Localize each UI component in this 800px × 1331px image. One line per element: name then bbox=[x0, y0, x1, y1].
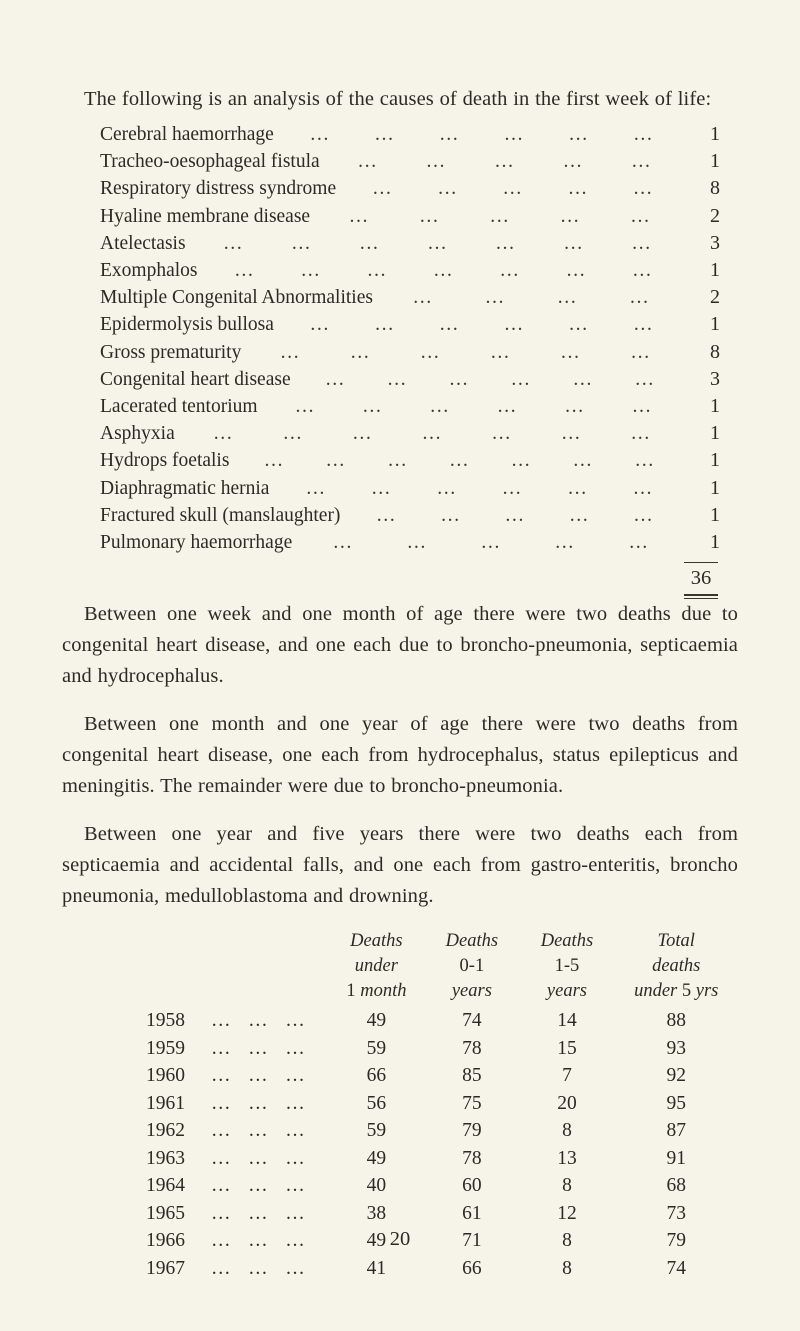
cell-under_1_month: 49 bbox=[366, 1010, 387, 1032]
table-row bbox=[110, 1035, 738, 1063]
dot-leader: … … … … … … … bbox=[223, 232, 653, 254]
year-label: 1961 bbox=[146, 1092, 185, 1114]
dot-leader: … … … … … bbox=[376, 504, 655, 526]
cause-label: Respiratory distress syndrome bbox=[100, 178, 337, 200]
list-item bbox=[62, 339, 738, 366]
year-label: 1963 bbox=[146, 1147, 185, 1169]
cell-total_under_5: 91 bbox=[666, 1147, 686, 1169]
cell-year bbox=[110, 1117, 328, 1145]
year-label: 1962 bbox=[146, 1120, 185, 1142]
cause-count: 1 bbox=[710, 123, 720, 145]
cell-total_under_5: 68 bbox=[666, 1175, 686, 1197]
column-header-deaths_0_1: Deaths 0-1 years bbox=[445, 931, 499, 1002]
cell-year bbox=[110, 1145, 328, 1173]
cell-deaths_1_5: 12 bbox=[557, 1202, 577, 1224]
cell-deaths_0_1: 66 bbox=[462, 1257, 482, 1279]
paragraph-year-to-five: Between one year and five years there were two deaths each from septicaemia and accidental falls, and one each from gastro-enteritis, broncho pneumonia, medulloblastoma and drowning. bbox=[62, 823, 738, 908]
cell-deaths_0_1: 71 bbox=[462, 1230, 482, 1252]
cell-total_under_5: 88 bbox=[666, 1010, 686, 1032]
dot-leader: … … … … … bbox=[348, 205, 652, 227]
page-content bbox=[62, 84, 738, 1282]
cell-year bbox=[110, 1007, 328, 1035]
list-item bbox=[62, 311, 738, 338]
cell-under_1_month: 66 bbox=[366, 1065, 387, 1087]
cell-under_1_month: 38 bbox=[366, 1202, 387, 1224]
cell-deaths_0_1: 85 bbox=[462, 1065, 482, 1087]
table-row bbox=[110, 1145, 738, 1173]
dot-leader: … … … … … bbox=[372, 178, 654, 200]
table-row bbox=[110, 1062, 738, 1090]
cell-total_under_5: 93 bbox=[666, 1037, 686, 1059]
cell-year bbox=[110, 1062, 328, 1090]
cell-deaths_1_5: 8 bbox=[562, 1175, 572, 1197]
cell-deaths_1_5: 20 bbox=[557, 1092, 577, 1114]
cell-total_under_5: 92 bbox=[666, 1065, 686, 1087]
cause-count: 1 bbox=[710, 313, 720, 336]
cell-under_1_month: 59 bbox=[366, 1037, 387, 1059]
cause-count: 1 bbox=[710, 449, 720, 472]
dot-leader: … … … bbox=[211, 1037, 307, 1059]
dot-leader: … … … bbox=[211, 1202, 307, 1224]
column-header-year bbox=[110, 929, 328, 1007]
cause-label: Cerebral haemorrhage bbox=[100, 124, 274, 145]
dot-leader: … … … bbox=[211, 1120, 307, 1142]
dot-leader: … … … bbox=[211, 1065, 307, 1087]
cell-deaths_0_1: 78 bbox=[462, 1037, 482, 1059]
list-item bbox=[62, 420, 738, 447]
cell-deaths_1_5: 8 bbox=[562, 1257, 572, 1279]
cause-label: Atelectasis bbox=[100, 232, 186, 254]
cause-label: Exomphalos bbox=[100, 260, 198, 282]
narrative-paragraphs bbox=[62, 599, 738, 692]
cause-count: 1 bbox=[710, 150, 720, 173]
dot-leader: … … … bbox=[211, 1230, 307, 1252]
cell-under_1_month: 41 bbox=[366, 1257, 387, 1279]
list-item bbox=[62, 284, 738, 311]
cause-count: 3 bbox=[710, 367, 720, 390]
list-item bbox=[62, 475, 738, 502]
cause-label: Diaphragmatic hernia bbox=[100, 477, 270, 499]
dot-leader: … … … … … … … bbox=[263, 450, 656, 472]
cause-count: 3 bbox=[710, 231, 720, 254]
cell-total_under_5: 74 bbox=[666, 1257, 686, 1279]
cell-year bbox=[110, 1090, 328, 1118]
cell-deaths_0_1: 61 bbox=[462, 1202, 482, 1224]
intro-paragraph: The following is an analysis of the causes of death in the first week of life: bbox=[84, 88, 712, 110]
cell-total_under_5: 73 bbox=[666, 1202, 686, 1224]
cause-count: 1 bbox=[710, 503, 720, 526]
list-item bbox=[62, 121, 738, 148]
causes-of-death-list bbox=[62, 121, 738, 556]
table-row bbox=[110, 1172, 738, 1200]
cause-count: 1 bbox=[710, 422, 720, 445]
cause-label: Lacerated tentorium bbox=[100, 396, 258, 418]
table-header-row bbox=[110, 929, 738, 1007]
paragraph-month-to-year: Between one month and one year of age there were two deaths from congenital heart disease, one each from hydrocephalus, status epilepticus and meningitis. The remainder were due to broncho-pneumonia. bbox=[62, 713, 738, 798]
cell-under_1_month: 49 bbox=[366, 1230, 387, 1252]
cell-deaths_1_5: 7 bbox=[562, 1065, 572, 1087]
dot-leader: … … … … bbox=[412, 287, 651, 309]
cell-deaths_0_1: 79 bbox=[462, 1120, 482, 1142]
list-item bbox=[62, 529, 738, 556]
cause-count: 1 bbox=[710, 476, 720, 499]
cell-deaths_0_1: 60 bbox=[462, 1175, 482, 1197]
cause-count: 1 bbox=[710, 259, 720, 282]
total-rule-top bbox=[684, 562, 718, 563]
cause-count: 1 bbox=[710, 395, 720, 418]
total-row bbox=[62, 559, 738, 599]
year-label: 1959 bbox=[146, 1037, 185, 1059]
cell-deaths_1_5: 8 bbox=[562, 1230, 572, 1252]
dot-leader: … … … … … … bbox=[325, 368, 656, 390]
dot-leader: … … … … … … bbox=[309, 314, 655, 336]
cause-label: Pulmonary haemorrhage bbox=[100, 532, 293, 554]
cause-count: 2 bbox=[710, 286, 720, 309]
dot-leader: … … … … … … bbox=[305, 477, 654, 499]
cause-label: Asphyxia bbox=[100, 423, 175, 445]
list-item bbox=[62, 230, 738, 257]
cell-year bbox=[110, 1172, 328, 1200]
dot-leader: … … … … … … bbox=[309, 124, 655, 145]
column-header-deaths_1_5: Deaths 1-5 years bbox=[540, 931, 594, 1002]
table-row bbox=[110, 1200, 738, 1228]
year-label: 1958 bbox=[146, 1010, 185, 1032]
cause-label: Gross prematurity bbox=[100, 341, 242, 363]
dot-leader: … … … bbox=[211, 1175, 307, 1197]
list-item bbox=[62, 502, 738, 529]
table-row bbox=[110, 1117, 738, 1145]
cell-under_1_month: 56 bbox=[366, 1092, 387, 1114]
dot-leader: … … … bbox=[211, 1257, 307, 1279]
year-label: 1965 bbox=[146, 1202, 185, 1224]
table-head bbox=[110, 929, 738, 1007]
cell-under_1_month: 49 bbox=[366, 1147, 387, 1169]
cell-deaths_0_1: 78 bbox=[462, 1147, 482, 1169]
cause-count: 2 bbox=[710, 204, 720, 227]
dot-leader: … … … … … … … bbox=[212, 423, 652, 445]
table-row bbox=[110, 1090, 738, 1118]
cell-year bbox=[110, 1200, 328, 1228]
table-row bbox=[110, 1255, 738, 1283]
cause-count: 8 bbox=[710, 177, 720, 200]
page-number: 20 bbox=[389, 1228, 411, 1250]
cell-total_under_5: 95 bbox=[666, 1092, 686, 1114]
list-item bbox=[62, 148, 738, 175]
year-label: 1964 bbox=[146, 1175, 185, 1197]
narrative-paragraph-two-wrap bbox=[62, 709, 738, 802]
list-item bbox=[62, 393, 738, 420]
cause-label: Congenital heart disease bbox=[100, 368, 291, 390]
dot-leader: … … … … … … bbox=[294, 396, 653, 418]
cell-under_1_month: 40 bbox=[366, 1175, 387, 1197]
cell-total_under_5: 79 bbox=[666, 1230, 686, 1252]
cause-label: Hydrops foetalis bbox=[100, 450, 230, 472]
list-item bbox=[62, 366, 738, 393]
column-header-total_under_5: Total deaths under 5 yrs bbox=[634, 931, 719, 1002]
dot-leader: … … … … … bbox=[332, 532, 650, 554]
cell-deaths_1_5: 8 bbox=[562, 1120, 572, 1142]
list-item bbox=[62, 203, 738, 230]
list-item bbox=[62, 447, 738, 474]
dot-leader: … … … … … … … bbox=[234, 260, 654, 282]
cell-deaths_1_5: 13 bbox=[557, 1147, 577, 1169]
list-item bbox=[62, 175, 738, 202]
year-label: 1967 bbox=[146, 1257, 185, 1279]
cell-total_under_5: 87 bbox=[666, 1120, 686, 1142]
cause-label: Fractured skull (manslaughter) bbox=[100, 504, 341, 526]
cell-deaths_0_1: 74 bbox=[462, 1010, 482, 1032]
cause-count: 1 bbox=[710, 531, 720, 554]
list-item bbox=[62, 257, 738, 284]
cause-label: Hyaline membrane disease bbox=[100, 205, 311, 227]
cell-deaths_0_1: 75 bbox=[462, 1092, 482, 1114]
dot-leader: … … … … … bbox=[357, 151, 653, 173]
cell-year bbox=[110, 1035, 328, 1063]
dot-leader: … … … … … … bbox=[279, 341, 652, 363]
total-value: 36 bbox=[690, 567, 712, 590]
paragraph-one-week-to-month: Between one week and one month of age there were two deaths due to congenital heart disease, and one each due to broncho-pneumonia, septicaemia and hydrocephalus. bbox=[62, 603, 738, 688]
cell-deaths_1_5: 14 bbox=[557, 1010, 577, 1032]
year-label: 1966 bbox=[146, 1230, 185, 1252]
column-header-under_1_month: Deaths under 1 month bbox=[346, 931, 407, 1002]
cause-count: 8 bbox=[710, 340, 720, 363]
narrative-paragraph-three-wrap bbox=[62, 819, 738, 912]
cell-year bbox=[110, 1255, 328, 1283]
dot-leader: … … … bbox=[211, 1147, 307, 1169]
table-row bbox=[110, 1007, 738, 1035]
cause-label: Epidermolysis bullosa bbox=[100, 314, 274, 336]
cell-under_1_month: 59 bbox=[366, 1120, 387, 1142]
cause-label: Tracheo-oesophageal fistula bbox=[100, 151, 320, 173]
dot-leader: … … … bbox=[211, 1092, 307, 1114]
cell-deaths_1_5: 15 bbox=[557, 1037, 577, 1059]
cause-label: Multiple Congenital Abnormalities bbox=[100, 287, 373, 309]
dot-leader: … … … bbox=[211, 1010, 307, 1032]
year-label: 1960 bbox=[146, 1065, 185, 1087]
